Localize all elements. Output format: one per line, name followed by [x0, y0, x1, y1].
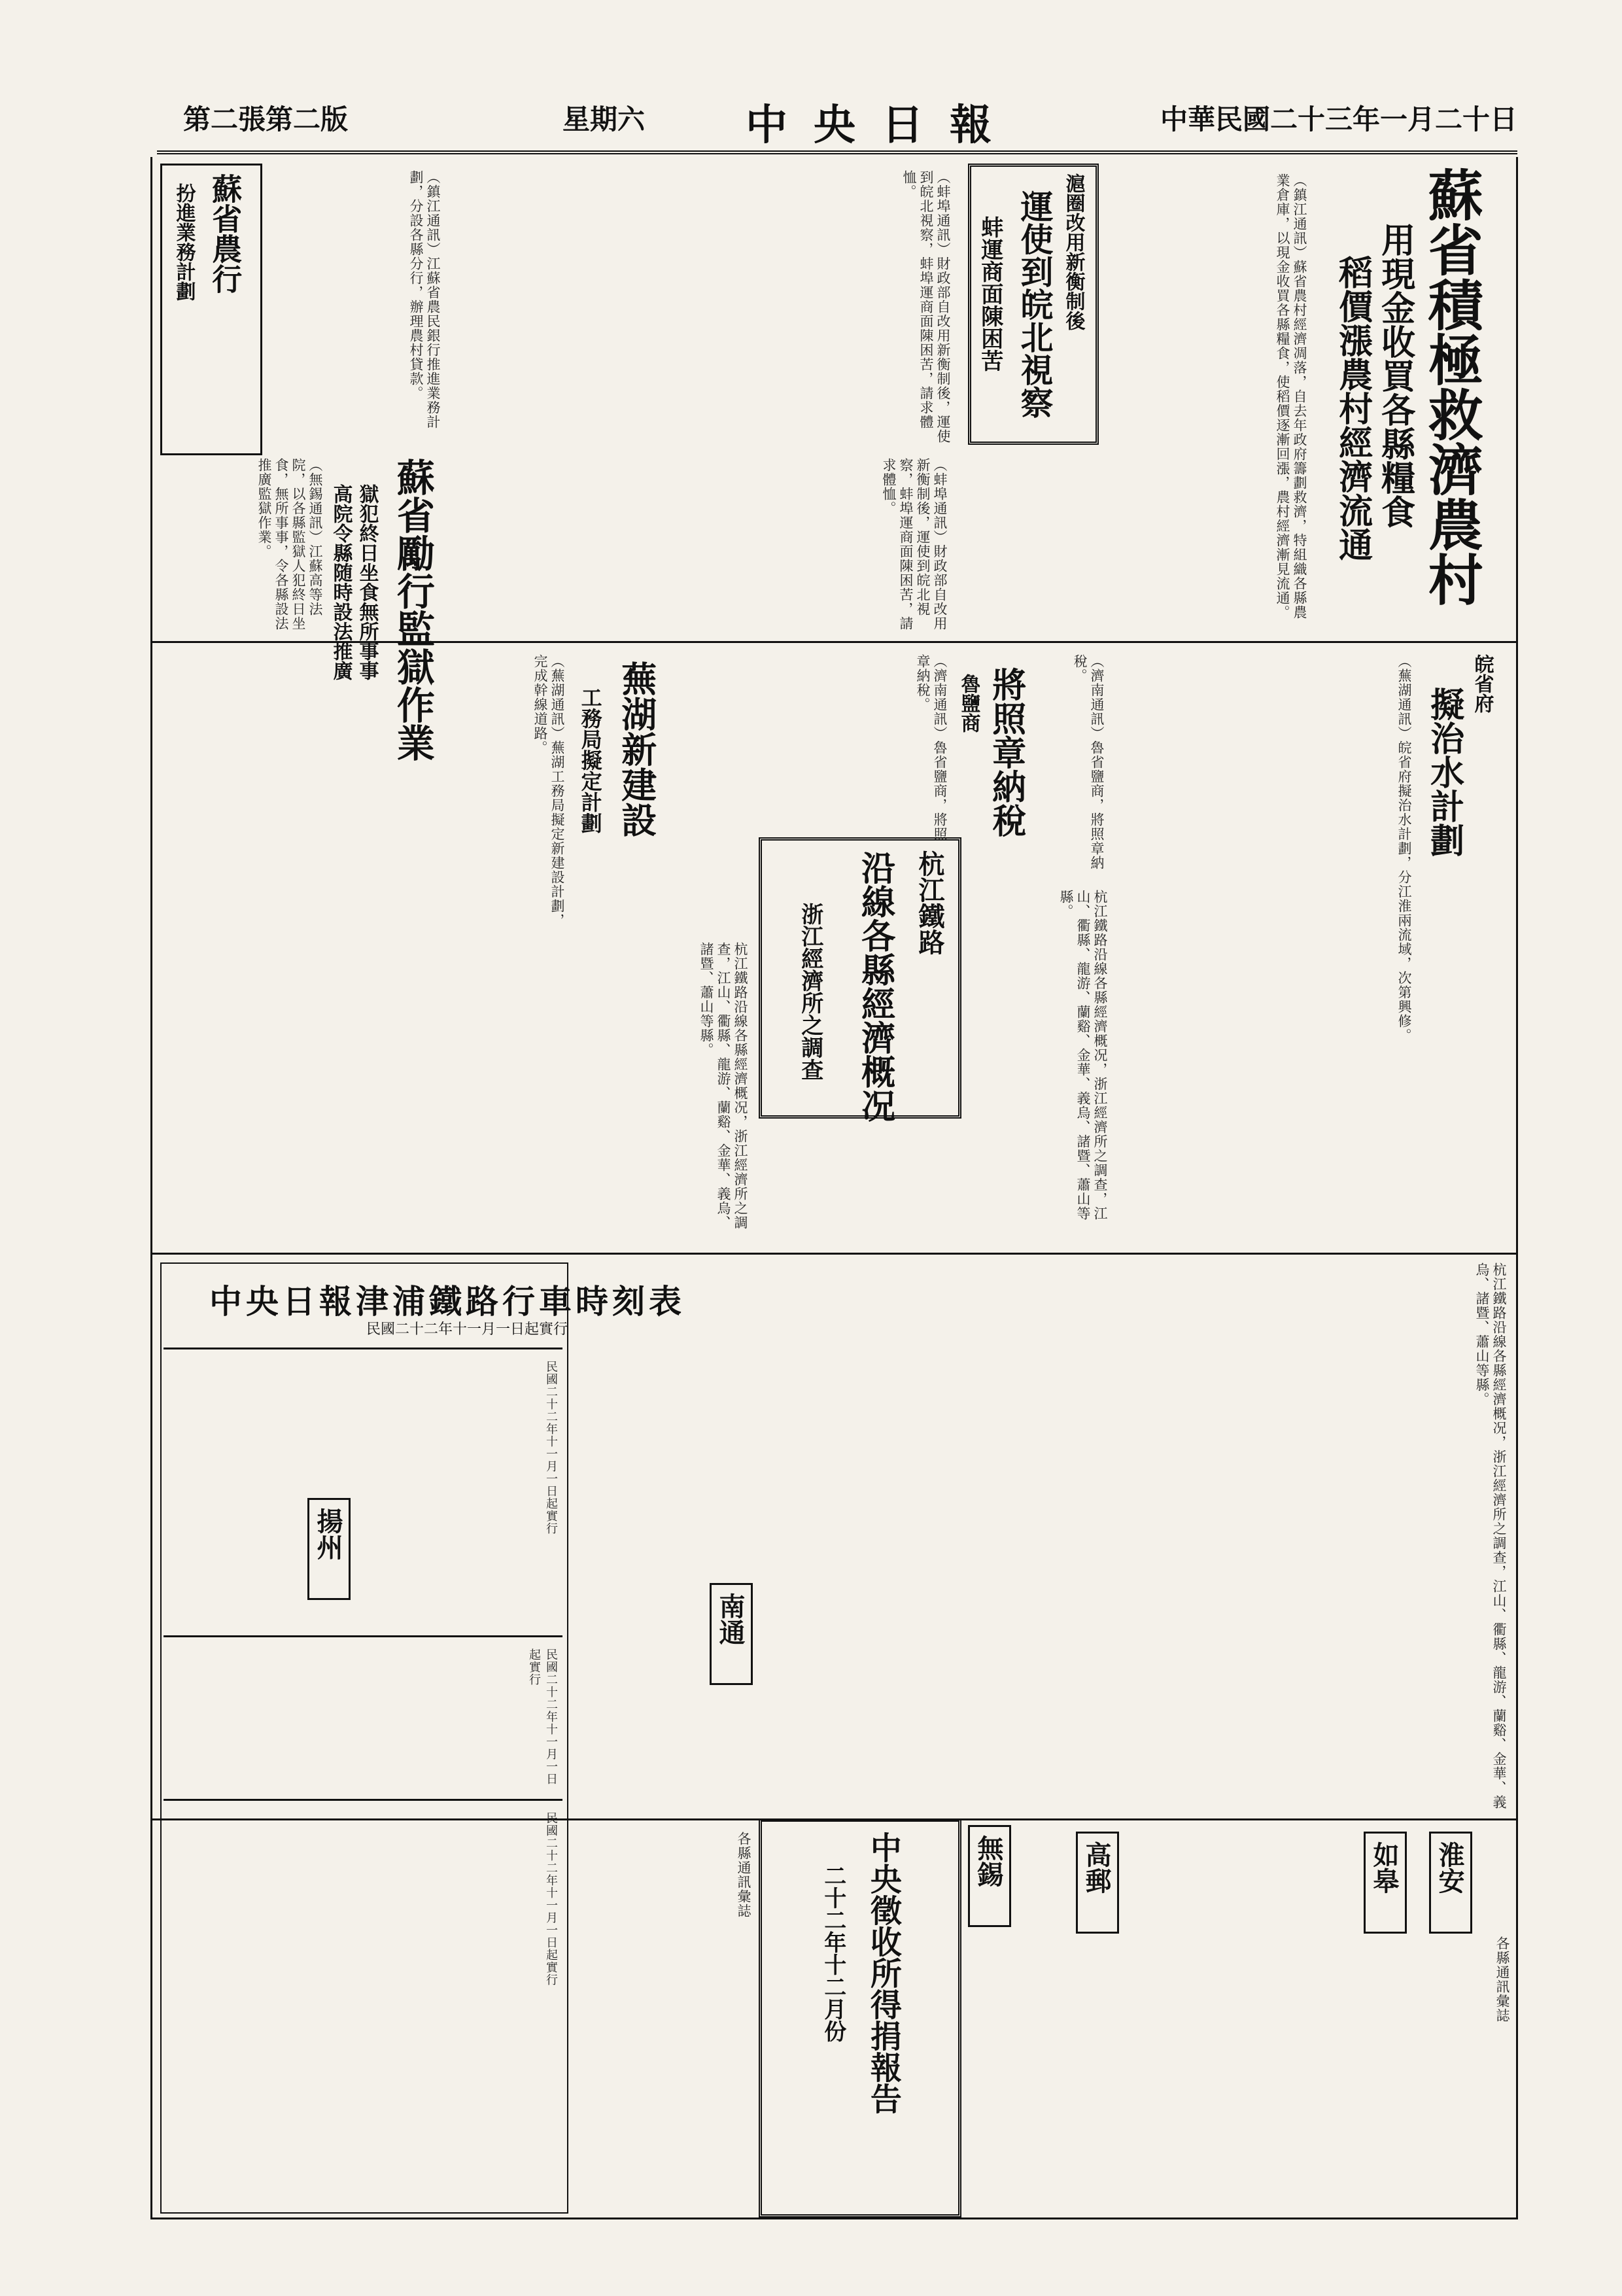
headline-sub: 工務局擬定計劃 [578, 687, 603, 833]
headline-sub: 高院令縣随時設法推廣 [329, 484, 353, 680]
headline-sub: 蚌運商面陳困苦 [976, 216, 1003, 372]
article-text: 杭江鐵路沿線各縣經濟概况，浙江經濟所之調查，江山、衢縣、龍游、蘭谿、金華、義烏、諸暨、蕭山等縣。 [1058, 890, 1108, 1221]
dateline-label: 淮安 [1434, 1841, 1465, 1894]
headline-main: 蘇省積極救濟農村 [1419, 167, 1485, 606]
headline-main: 蘇省農行 [207, 173, 243, 294]
article-text: （鎮江通訊）江蘇省農民銀行推進業務計劃，分設各縣分行，辦理農村貸款。 [408, 170, 441, 429]
headline-sub: 魯鹽商 [957, 674, 980, 733]
weekday: 星期六 [562, 103, 646, 135]
headline-main: 擬治水計劃 [1424, 687, 1464, 857]
headline-main: 蕪湖新建設 [615, 661, 658, 837]
dateline-label: 如皋 [1369, 1841, 1400, 1894]
headline-main: 運使到皖北視察 [1015, 190, 1054, 419]
timetable-times: 民國二十二年十一月一日起實行 [527, 1648, 558, 1785]
article-text: （濟南通訊）魯省鹽商，將照章納稅。 [915, 654, 948, 841]
article-text: （蚌埠通訊）財政部自改用新衡制後，運使到皖北視察，蚌埠運商面陳困苦，請求體恤。 [901, 170, 951, 444]
dateline-label: 南通 [715, 1593, 746, 1645]
article-text: 杭江鐵路沿線各縣經濟概况，浙江經濟所之調查，江山、衢縣、龍游、蘭谿、金華、義烏、諸暨、蕭山等縣。 [1474, 1262, 1507, 1809]
timetable-rule [164, 1635, 562, 1637]
headline-main: 沿線各縣經濟概况 [855, 850, 895, 1122]
timetable-rule [164, 1799, 562, 1801]
article-text: （鎮江通訊）蘇省農村經濟凋落，自去年政府籌劃救濟，特組織各縣農業倉庫，以現金收買各縣糧食，使稻價逐漸回漲，農村經濟漸見流通。 [1275, 173, 1307, 619]
headline-sub: 稻價漲農村經濟流通 [1332, 255, 1373, 561]
newspaper-title: 中央日報 [746, 101, 1018, 150]
headline-kicker: 杭江鐵路 [914, 850, 945, 955]
tax-report-box [759, 1818, 961, 2218]
timetable-title: 中央日報津浦鐵路行車時刻表 [209, 1282, 685, 1321]
frame-right [1516, 157, 1518, 2218]
article-text: （濟南通訊）魯省鹽商，將照章納稅。 [1072, 654, 1105, 870]
headline-sub: 浙江經濟所之調查 [797, 903, 823, 1081]
headline-main: 將照章納稅 [986, 667, 1026, 837]
dateline-label: 無錫 [973, 1835, 1004, 1887]
headline-main: 蘇省勵行監獄作業 [390, 458, 435, 761]
dateline-label: 揚州 [313, 1508, 343, 1560]
headline-kicker: 皖省府 [1470, 654, 1494, 713]
page-number: 第二張第二版 [183, 103, 349, 135]
headline-kicker: 滬圈改用新衡制後 [1061, 173, 1085, 330]
headline-sub: 用現金收買各縣糧食 [1375, 222, 1415, 529]
article-text: 各縣通訊彙誌 [736, 1832, 751, 1918]
headline-sub: 獄犯終日坐食無所事事 [355, 484, 379, 680]
timetable-note: 民國二十二年十一月一日起實行 [366, 1321, 568, 1338]
masthead [157, 92, 1517, 154]
frame-left [150, 157, 152, 2218]
headline-sub: 扮進業務計劃 [172, 183, 196, 301]
timetable-times: 民國二十二年十一月一日起實行 [544, 1812, 558, 1986]
article-text: （蚌埠通訊）財政部自改用新衡制後，運使到皖北視察，蚌埠運商面陳困苦，請求體恤。 [881, 458, 948, 631]
issue-date: 中華民國二十三年一月二十日 [1160, 103, 1517, 135]
article-text: （無錫通訊）江蘇高等法院，以各縣監獄人犯終日坐食，無所事事，令各縣設法推廣監獄作業。 [256, 458, 323, 631]
article-text: （蕪湖通訊）蕪湖工務局擬定新建設計劃，完成幹線道路。 [532, 654, 565, 928]
section-divider [150, 1253, 1517, 1255]
timetable-rule [164, 1348, 562, 1349]
article-text: 各縣通訊彙誌 [1494, 1936, 1510, 2023]
dateline-label: 高郵 [1081, 1841, 1112, 1894]
article-text: （蕪湖通訊）皖省府擬治水計劃，分江淮兩流域，次第興修。 [1396, 654, 1412, 1043]
headline-sub: 二十二年十二月份 [820, 1864, 846, 2042]
timetable-stations: 民國二十二年十一月一日起實行 [544, 1361, 558, 1535]
article-text: 杭江鐵路沿線各縣經濟概况，浙江經濟所之調查，江山、衢縣、龍游、蘭谿、金華、義烏、諸暨、蕭山等縣。 [699, 942, 748, 1230]
headline-main: 中央徵收所得捐報告 [865, 1832, 902, 2114]
frame-bottom [150, 2218, 1518, 2219]
